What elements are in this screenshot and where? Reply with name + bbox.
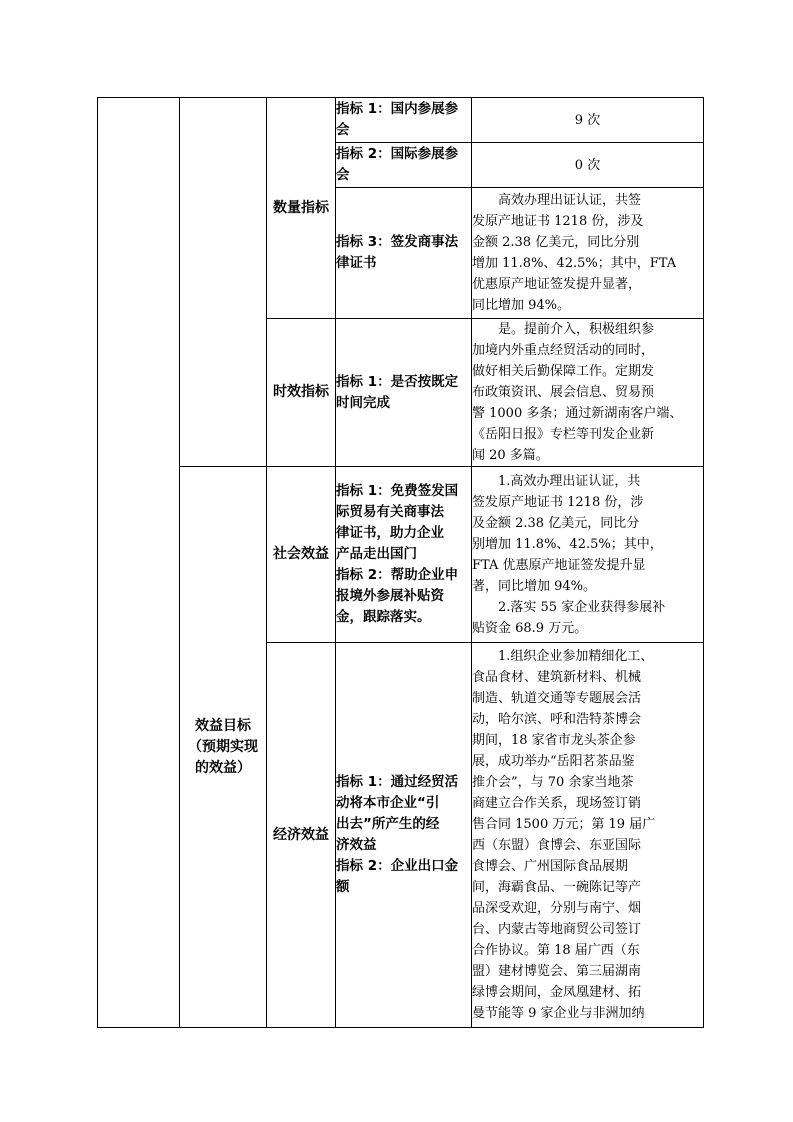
indicator-name: 指标 2：国际参展参 会 [336,143,472,188]
timeliness-indicator-label: 时效指标 [267,319,336,467]
table-row [98,98,704,143]
table-row [98,467,704,643]
indicator-value: 9 次 [472,98,704,143]
indicator-value: 1.组织企业参加精细化工、 食品食材、建筑新材料、机械 制造、轨道交通等专题展会活 动，哈尔滨、呼和浩特茶博会 期间，18 家省市龙头茶企参 展，成功举办“岳阳茗茶品鉴 推介会”，与 70 余家当地茶 商建立合作关系，现场签订销 售合同 1500 万元；第 19 届广 西（东盟）食博会、东亚国际 食博会、广州国际食品展期 间，海霸食品、一碗陈记等产 品深受欢迎，分别与南宁、烟 台、内蒙古等地商贸公司签订 合作协议。第 18 届广西（东 盟）建材博览会、第三届湖南 绿博会期间，金凤凰建材、拓 曼节能等 9 家企业与非洲加纳 [472,643,704,1028]
output-group-cell [180,98,267,467]
benefit-goal-group-label: 效益目标 （预期实现 的效益） [180,467,267,1028]
indicator-name: 指标 1：通过经贸活 动将本市企业“引 出去”所产生的经 济效益 指标 2：企业出口金 额 [336,643,472,1028]
performance-table [97,97,704,1028]
first-column-cell [98,98,180,1028]
economic-benefit-label: 经济效益 [267,643,336,1028]
indicator-name: 指标 1：是否按既定 时间完成 [336,319,472,467]
indicator-value: 是。提前介入，积极组织参 加境内外重点经贸活动的同时， 做好相关后勤保障工作。定期发 布政策资讯、展会信息、贸易预 警 1000 多条；通过新湖南客户端、 《岳阳日报》专栏等刊发企业新 闻 20 多篇。 [472,319,704,467]
indicator-value: 1.高效办理出证认证，共 签发原产地证书 1218 份，涉 及金额 2.38 亿美元，同比分 别增加 11.8%、42.5%；其中， FTA 优惠原产地证签发提升显 著，同比增加 94%。 2.落实 55 家企业获得参展补 贴资金 68.9 万元。 [472,467,704,643]
quantity-indicator-label: 数量指标 [267,98,336,319]
indicator-name: 指标 1：免费签发国 际贸易有关商事法 律证书，助力企业 产品走出国门 指标 2：帮助企业申 报境外参展补贴资 金，跟踪落实。 [336,467,472,643]
indicator-name: 指标 3：签发商事法 律证书 [336,188,472,319]
indicator-name: 指标 1：国内参展参 会 [336,98,472,143]
indicator-value: 0 次 [472,143,704,188]
social-benefit-label: 社会效益 [267,467,336,643]
indicator-value: 高效办理出证认证，共签 发原产地证书 1218 份，涉及 金额 2.38 亿美元，同比分别 增加 11.8%、42.5%；其中，FTA 优惠原产地证签发提升显著， 同比增加 94%。 [472,188,704,319]
